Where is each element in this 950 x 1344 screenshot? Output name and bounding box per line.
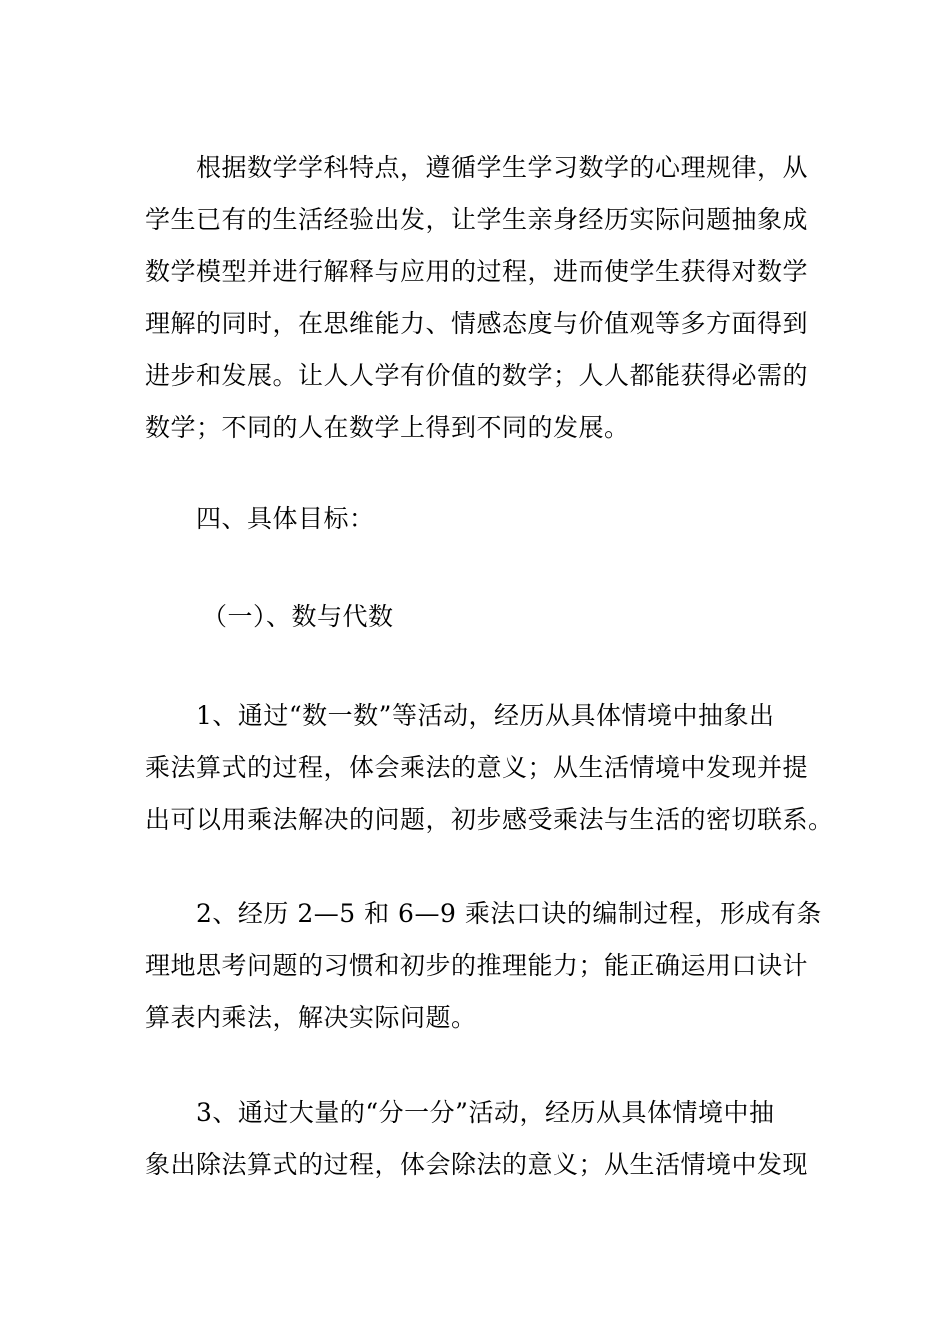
goal-item-3	[145, 1087, 815, 1191]
heading-numbers-algebra: （一）、数与代数	[202, 602, 394, 631]
paragraph-line: 理解的同时，在思维能力、情感态度与价值观等多方面得到	[145, 309, 809, 338]
section-heading	[145, 493, 815, 545]
paragraph-line: 理地思考问题的习惯和初步的推理能力；能正确运用口诀计	[145, 951, 809, 980]
subsection-heading	[145, 591, 815, 643]
paragraph-line: 象出除法算式的过程，体会除法的意义；从生活情境中发现	[145, 1150, 809, 1179]
paragraph-line: 进步和发展。让人人学有价值的数学；人人都能获得必需的	[145, 361, 809, 390]
paragraph-principles	[145, 142, 815, 454]
paragraph-line: 出可以用乘法解决的问题，初步感受乘法与生活的密切联系。	[145, 805, 834, 834]
paragraph-line: 2、经历 2—5 和 6—9 乘法口诀的编制过程，形成有条	[196, 899, 822, 928]
paragraph-line: 算表内乘法，解决实际问题。	[145, 1003, 477, 1032]
paragraph-line: 学生已有的生活经验出发，让学生亲身经历实际问题抽象成	[145, 205, 809, 234]
paragraph-line: 数学；不同的人在数学上得到不同的发展。	[145, 413, 630, 442]
paragraph-line: 1、通过“数一数”等活动，经历从具体情境中抽象出	[196, 701, 775, 730]
heading-goals: 四、具体目标：	[196, 504, 375, 533]
goal-item-2	[145, 888, 822, 1044]
paragraph-line: 数学模型并进行解释与应用的过程，进而使学生获得对数学	[145, 257, 809, 286]
paragraph-line: 3、通过大量的“分一分”活动，经历从具体情境中抽	[196, 1098, 775, 1127]
goal-item-1	[145, 690, 834, 846]
paragraph-line: 乘法算式的过程，体会乘法的意义；从生活情境中发现并提	[145, 753, 809, 782]
paragraph-line: 根据数学学科特点，遵循学生学习数学的心理规律，从	[196, 153, 809, 182]
